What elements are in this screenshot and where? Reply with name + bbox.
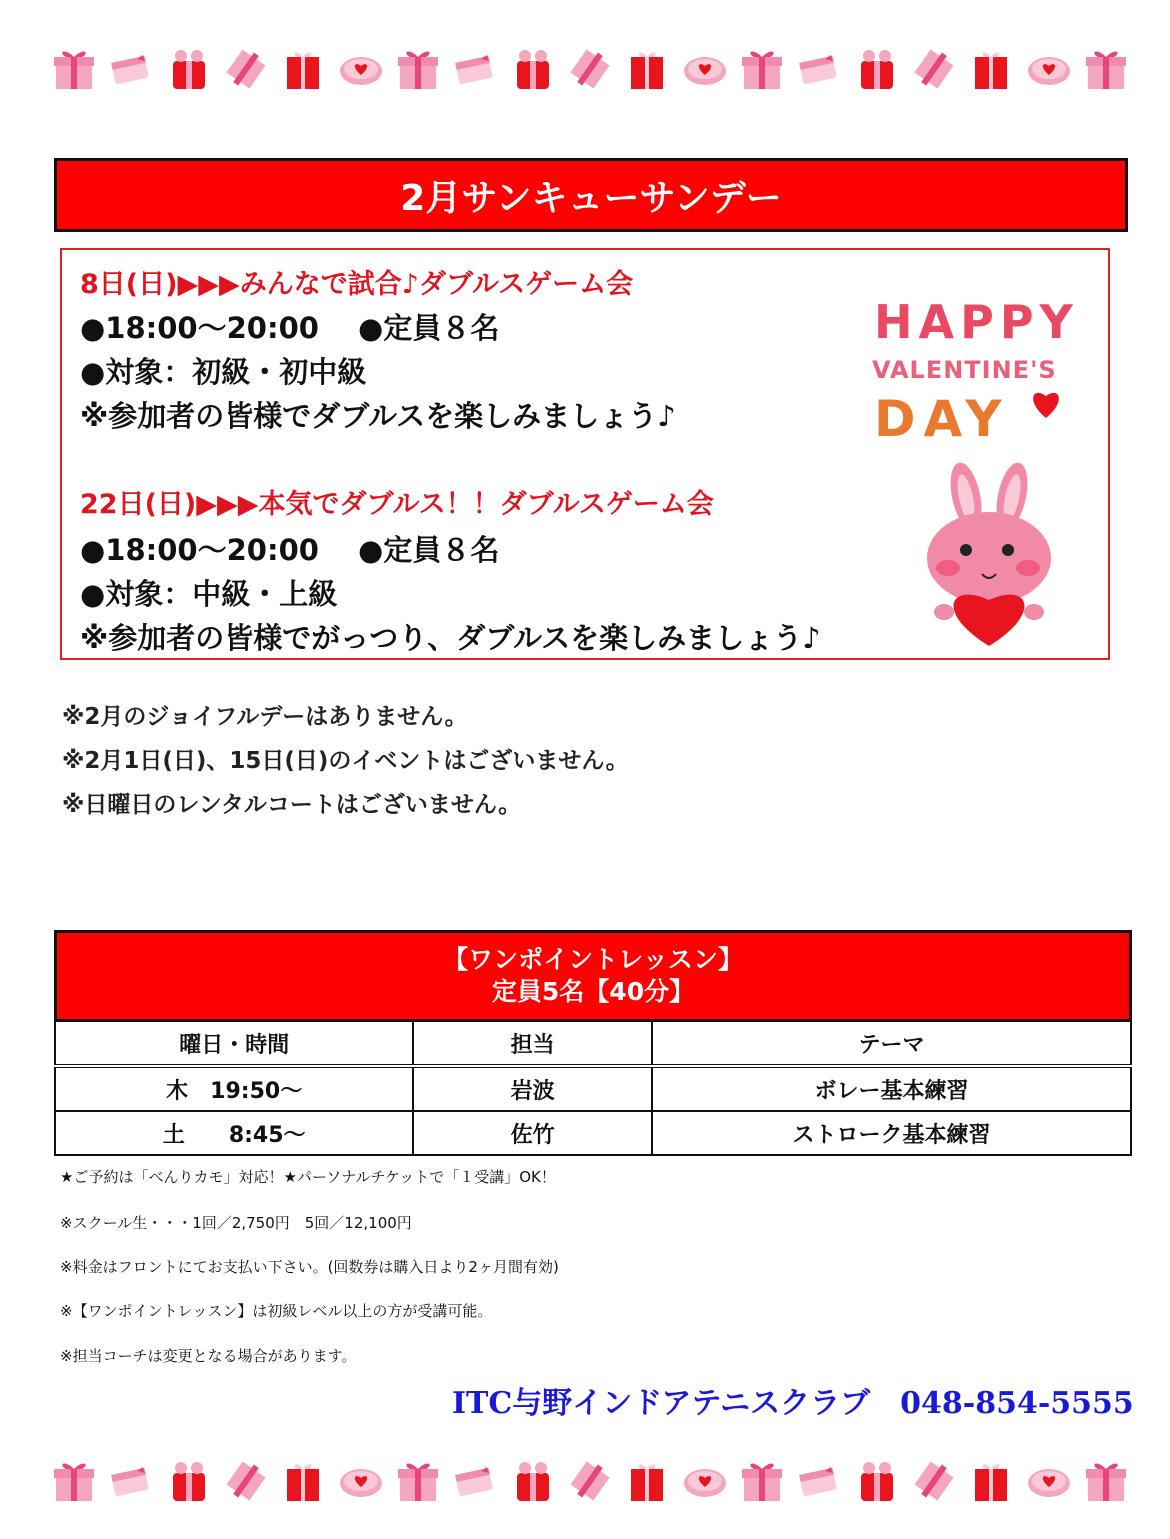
tilted-box-icon	[566, 45, 614, 93]
red-gift-icon	[967, 45, 1015, 93]
heart-box-icon	[681, 45, 729, 93]
event-2-time: ●18:00～20:00 ●定員８名	[80, 533, 500, 567]
event-1-heading: 8日(日)▶▶▶みんなで試合♪ダブルスゲーム会	[80, 269, 634, 300]
notice-2: ※2月1日(日)、15日(日)のイベントはございません。	[62, 748, 629, 774]
candy-box-icon	[795, 45, 843, 93]
gift-box-icon	[50, 1457, 98, 1505]
gift-box-icon	[1082, 1457, 1130, 1505]
row-coach: 岩波	[413, 1066, 652, 1111]
candy-box-icon	[451, 1457, 499, 1505]
column-header-time: 曜日・時間	[55, 1021, 413, 1066]
lesson-table	[54, 1020, 1132, 1156]
row-theme: ボレー基本練習	[652, 1066, 1131, 1111]
gift-box-icon	[50, 45, 98, 93]
notice-1: ※2月のジョイフルデーはありません。	[62, 704, 468, 730]
heart-box-icon	[681, 1457, 729, 1505]
gift-box-icon	[394, 45, 442, 93]
fine-print-3: ※料金はフロントにてお支払い下さい。(回数券は購入日より2ヶ月間有効)	[60, 1258, 559, 1276]
tilted-box-icon	[222, 45, 270, 93]
gift-bag-icon	[509, 45, 557, 93]
red-gift-icon	[623, 45, 671, 93]
gift-box-icon	[394, 1457, 442, 1505]
page-title: 2月サンキューサンデー	[54, 158, 1128, 232]
valentine-line3: DAY	[874, 390, 1010, 446]
valentine-line2: VALENTINE'S	[872, 356, 1057, 384]
gift-bag-icon	[853, 1457, 901, 1505]
gift-box-icon	[738, 1457, 786, 1505]
heart-box-icon	[337, 45, 385, 93]
table-row	[55, 1111, 1131, 1155]
red-gift-icon	[279, 45, 327, 93]
gift-bag-icon	[509, 1457, 557, 1505]
notice-3: ※日曜日のレンタルコートはございません。	[62, 792, 522, 818]
gift-bag-icon	[165, 45, 213, 93]
heart-box-icon	[1025, 1457, 1073, 1505]
column-header-coach: 担当	[413, 1021, 652, 1066]
row-time: 木 19:50～	[55, 1066, 413, 1111]
column-header-theme: テーマ	[652, 1021, 1131, 1066]
lesson-header	[54, 930, 1132, 1022]
row-theme: ストローク基本練習	[652, 1111, 1131, 1155]
gift-box-icon	[1082, 45, 1130, 93]
candy-box-icon	[795, 1457, 843, 1505]
gift-box-icon	[738, 45, 786, 93]
event-2-target: ●対象：中級・上級	[80, 577, 338, 611]
tilted-box-icon	[566, 1457, 614, 1505]
happy-valentines-day-logo	[870, 286, 1090, 446]
event-2-note: ※参加者の皆様でがっつり、ダブルスを楽しみましょう♪	[80, 621, 821, 655]
event-1-time: ●18:00～20:00 ●定員８名	[80, 311, 500, 345]
heart-box-icon	[1025, 45, 1073, 93]
gift-border-top	[50, 38, 1130, 100]
event-2-heading: 22日(日)▶▶▶本気でダブルス！！ダブルスゲーム会	[80, 489, 714, 520]
row-time: 土 8:45～	[55, 1111, 413, 1155]
table-header-row	[55, 1021, 1131, 1066]
tilted-box-icon	[910, 45, 958, 93]
gift-bag-icon	[165, 1457, 213, 1505]
fine-print-2: ※スクール生・・・1回／2,750円 5回／12,100円	[60, 1214, 412, 1232]
event-1-note: ※参加者の皆様でダブルスを楽しみましょう♪	[80, 399, 676, 433]
row-coach: 佐竹	[413, 1111, 652, 1155]
event-box	[60, 248, 1110, 660]
candy-box-icon	[107, 1457, 155, 1505]
red-gift-icon	[967, 1457, 1015, 1505]
table-row	[55, 1066, 1131, 1111]
candy-box-icon	[107, 45, 155, 93]
lesson-title: 【ワンポイントレッスン】	[443, 945, 743, 974]
gift-bag-icon	[853, 45, 901, 93]
heart-icon	[1033, 393, 1059, 418]
tilted-box-icon	[910, 1457, 958, 1505]
red-gift-icon	[623, 1457, 671, 1505]
fine-print-4: ※【ワンポイントレッスン】は初級レベル以上の方が受講可能。	[60, 1302, 493, 1320]
bunny-illustration	[904, 462, 1074, 646]
candy-box-icon	[451, 45, 499, 93]
event-1-target: ●対象：初級・初中級	[80, 355, 367, 389]
lesson-capacity: 定員5名【40分】	[491, 977, 695, 1006]
tilted-box-icon	[222, 1457, 270, 1505]
heart-box-icon	[337, 1457, 385, 1505]
gift-border-bottom	[50, 1450, 1130, 1512]
red-gift-icon	[279, 1457, 327, 1505]
club-contact: ITC与野インドアテニスクラブ 048-854-5555	[452, 1386, 1134, 1421]
fine-print-5: ※担当コーチは変更となる場合があります。	[60, 1347, 357, 1365]
valentine-line1: HAPPY	[874, 295, 1079, 349]
fine-print-1: ★ご予約は「べんりカモ」対応！★パーソナルチケットで「１受講」OK！	[60, 1168, 556, 1186]
